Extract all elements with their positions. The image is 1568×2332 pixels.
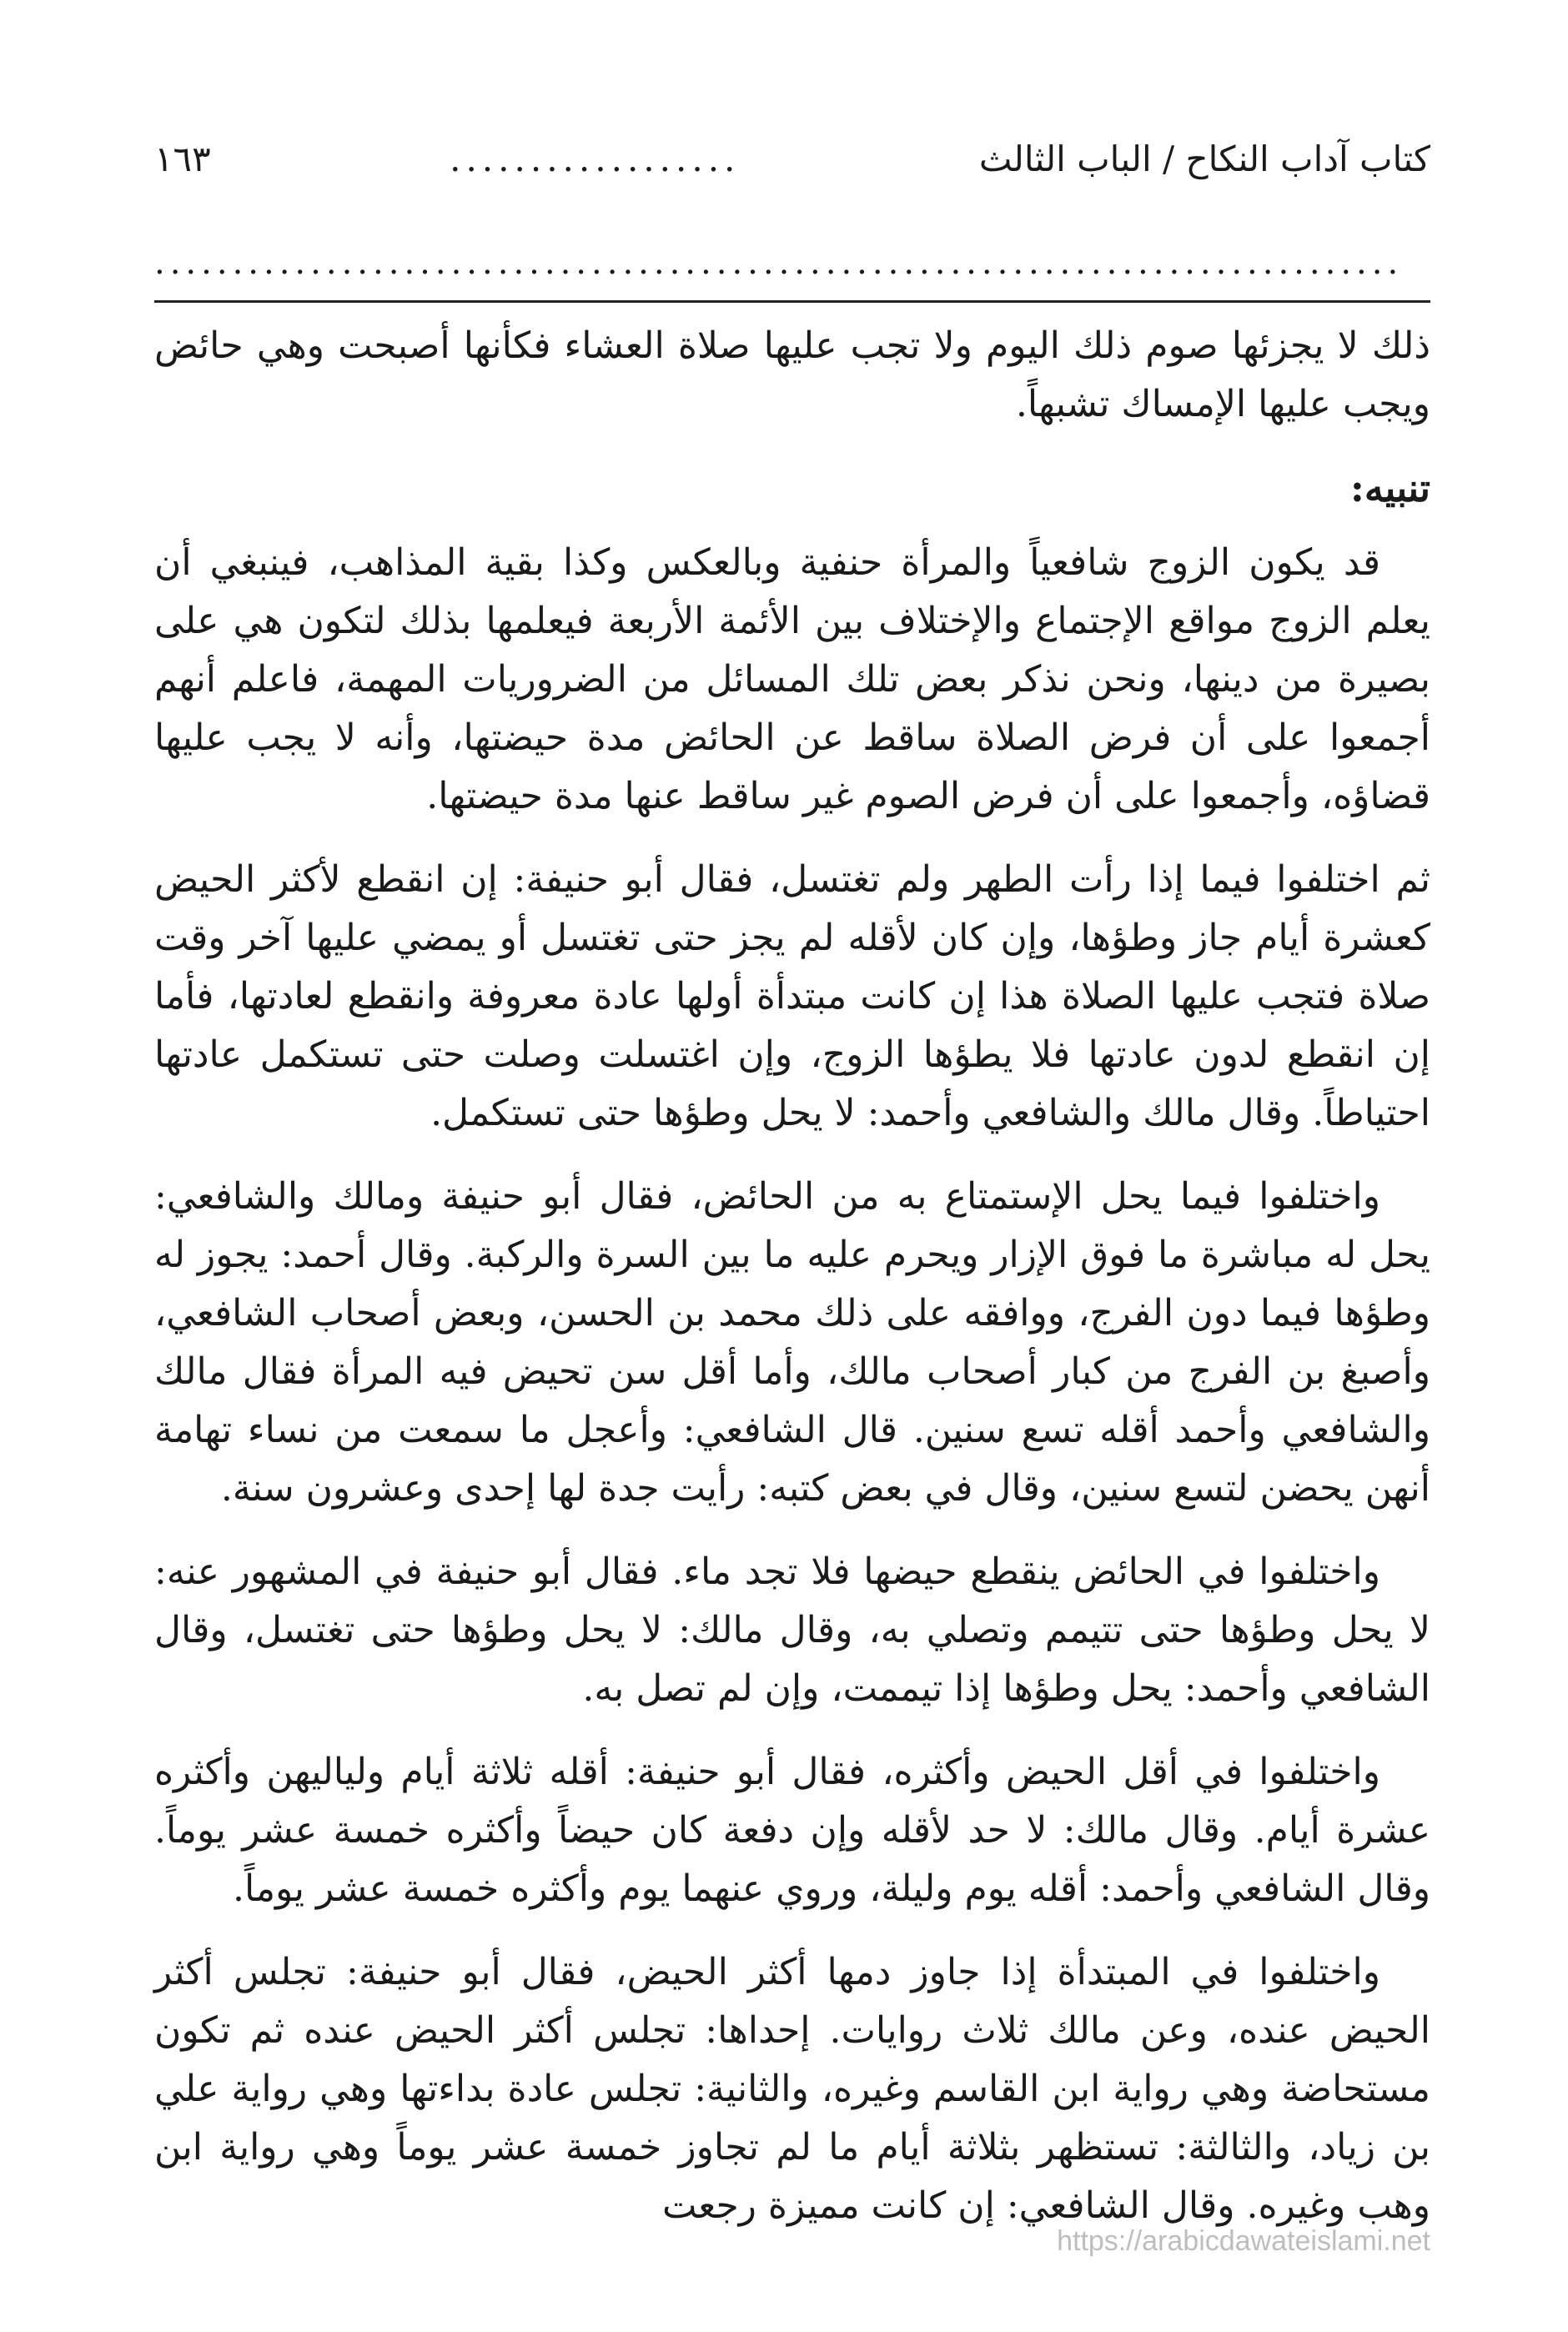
running-header (154, 125, 1430, 192)
body-text (154, 317, 1430, 2260)
paragraph-continuation: ذلك لا يجزئها صوم ذلك اليوم ولا تجب عليها صلاة العشاء فكأنها أصبحت وهي حائض ويجب عليها الإمساك تشبهاً. (154, 324, 1430, 425)
paragraph: واختلفوا في المبتدأة إذا جاوز دمها أكثر الحيض، فقال أبو حنيفة: تجلس أكثر الحيض عنده، وعن مالك ثلاث روايات. إحداها: تجلس أكثر الحيض عنده ثم تكون مستحاضة وهي رواية ابن القاسم وغيره، والثانية: تجلس عادة بداءتها وهي رواية علي بن زياد، والثالثة: تستظهر بثلاثة أيام ما لم تجاوز خمسة عشر يوماً وهي رواية ابن وهب وغيره. وقال الشافعي: إن كانت مميزة رجعت (154, 1951, 1430, 2227)
source-watermark: https://arabicdawateislami.net (1057, 2225, 1430, 2257)
header-title: كتاب آداب النكاح / الباب الثالث (978, 138, 1430, 179)
section-heading: تنبيه: (1349, 465, 1430, 510)
paragraph: قد يكون الزوج شافعياً والمرأة حنفية وبالعكس وكذا بقية المذاهب، فينبغي أن يعلم الزوج مواقع الإجتماع والإختلاف بين الأئمة الأربعة فيعلمها بذلك لتكون هي على بصيرة من دينها، ونحن نذكر بعض تلك المسائل من الضروريات المهمة، فاعلم أنهم أجمعوا على أن فرض الصلاة ساقط عن الحائض مدة حيضتها، وأنه لا يجب عليها قضاؤه، وأجمعوا على أن فرض الصوم غير ساقط عنها مدة حيضتها. (154, 541, 1430, 817)
dotted-separator: ................................................................................ (154, 250, 1404, 275)
paragraph: ثم اختلفوا فيما إذا رأت الطهر ولم تغتسل، فقال أبو حنيفة: إن انقطع لأكثر الحيض كعشرة أيام جاز وطؤها، وإن كان لأقله لم يجز حتى تغتسل أو يمضي عليها آخر وقت صلاة فتجب عليها الصلاة هذا إن كانت مبتدأة أولها عادة معروفة وانقطع لعادتها، فأما إن انقطع لدون عادتها فلا يطؤها الزوج، وإن اغتسلت وصلت حتى تستكمل عادتها احتياطاً. وقال مالك والشافعي وأحمد: لا يحل وطؤها حتى تستكمل. (154, 858, 1430, 1134)
header-dot-leader: .................. (450, 138, 741, 179)
paragraph: واختلفوا في أقل الحيض وأكثره، فقال أبو حنيفة: أقله ثلاثة أيام ولياليهن وأكثره عشرة أيام. وقال مالك: لا حد لأقله وإن دفعة كان حيضاً وأكثره خمسة عشر يوماً. وقال الشافعي وأحمد: أقله يوم وليلة، وروي عنهما يوم وأكثره خمسة عشر يوماً. (154, 1751, 1430, 1910)
paragraph: واختلفوا فيما يحل الإستمتاع به من الحائض، فقال أبو حنيفة ومالك والشافعي: يحل له مباشرة ما فوق الإزار ويحرم عليه ما بين السرة والركبة. وقال أحمد: يجوز له وطؤها فيما دون الفرج، ووافقه على ذلك محمد بن الحسن، وبعض أصحاب الشافعي، وأصبغ بن الفرج من كبار أصحاب مالك، وأما أقل سن تحيض فيه المرأة فقال مالك والشافعي وأحمد أقله تسع سنين. قال الشافعي: وأعجل ما سمعت من نساء تهامة أنهن يحضن لتسع سنين، وقال في بعض كتبه: رأيت جدة لها إحدى وعشرون سنة. (154, 1175, 1430, 1510)
paragraph: واختلفوا في الحائض ينقطع حيضها فلا تجد ماء. فقال أبو حنيفة في المشهور عنه: لا يحل وطؤها حتى تتيمم وتصلي به، وقال مالك: لا يحل وطؤها حتى تغتسل، وقال الشافعي وأحمد: يحل وطؤها إذا تيممت، وإن لم تصل به. (154, 1550, 1430, 1710)
horizontal-rule (154, 300, 1430, 303)
page-number: ١٦٣ (154, 138, 211, 179)
